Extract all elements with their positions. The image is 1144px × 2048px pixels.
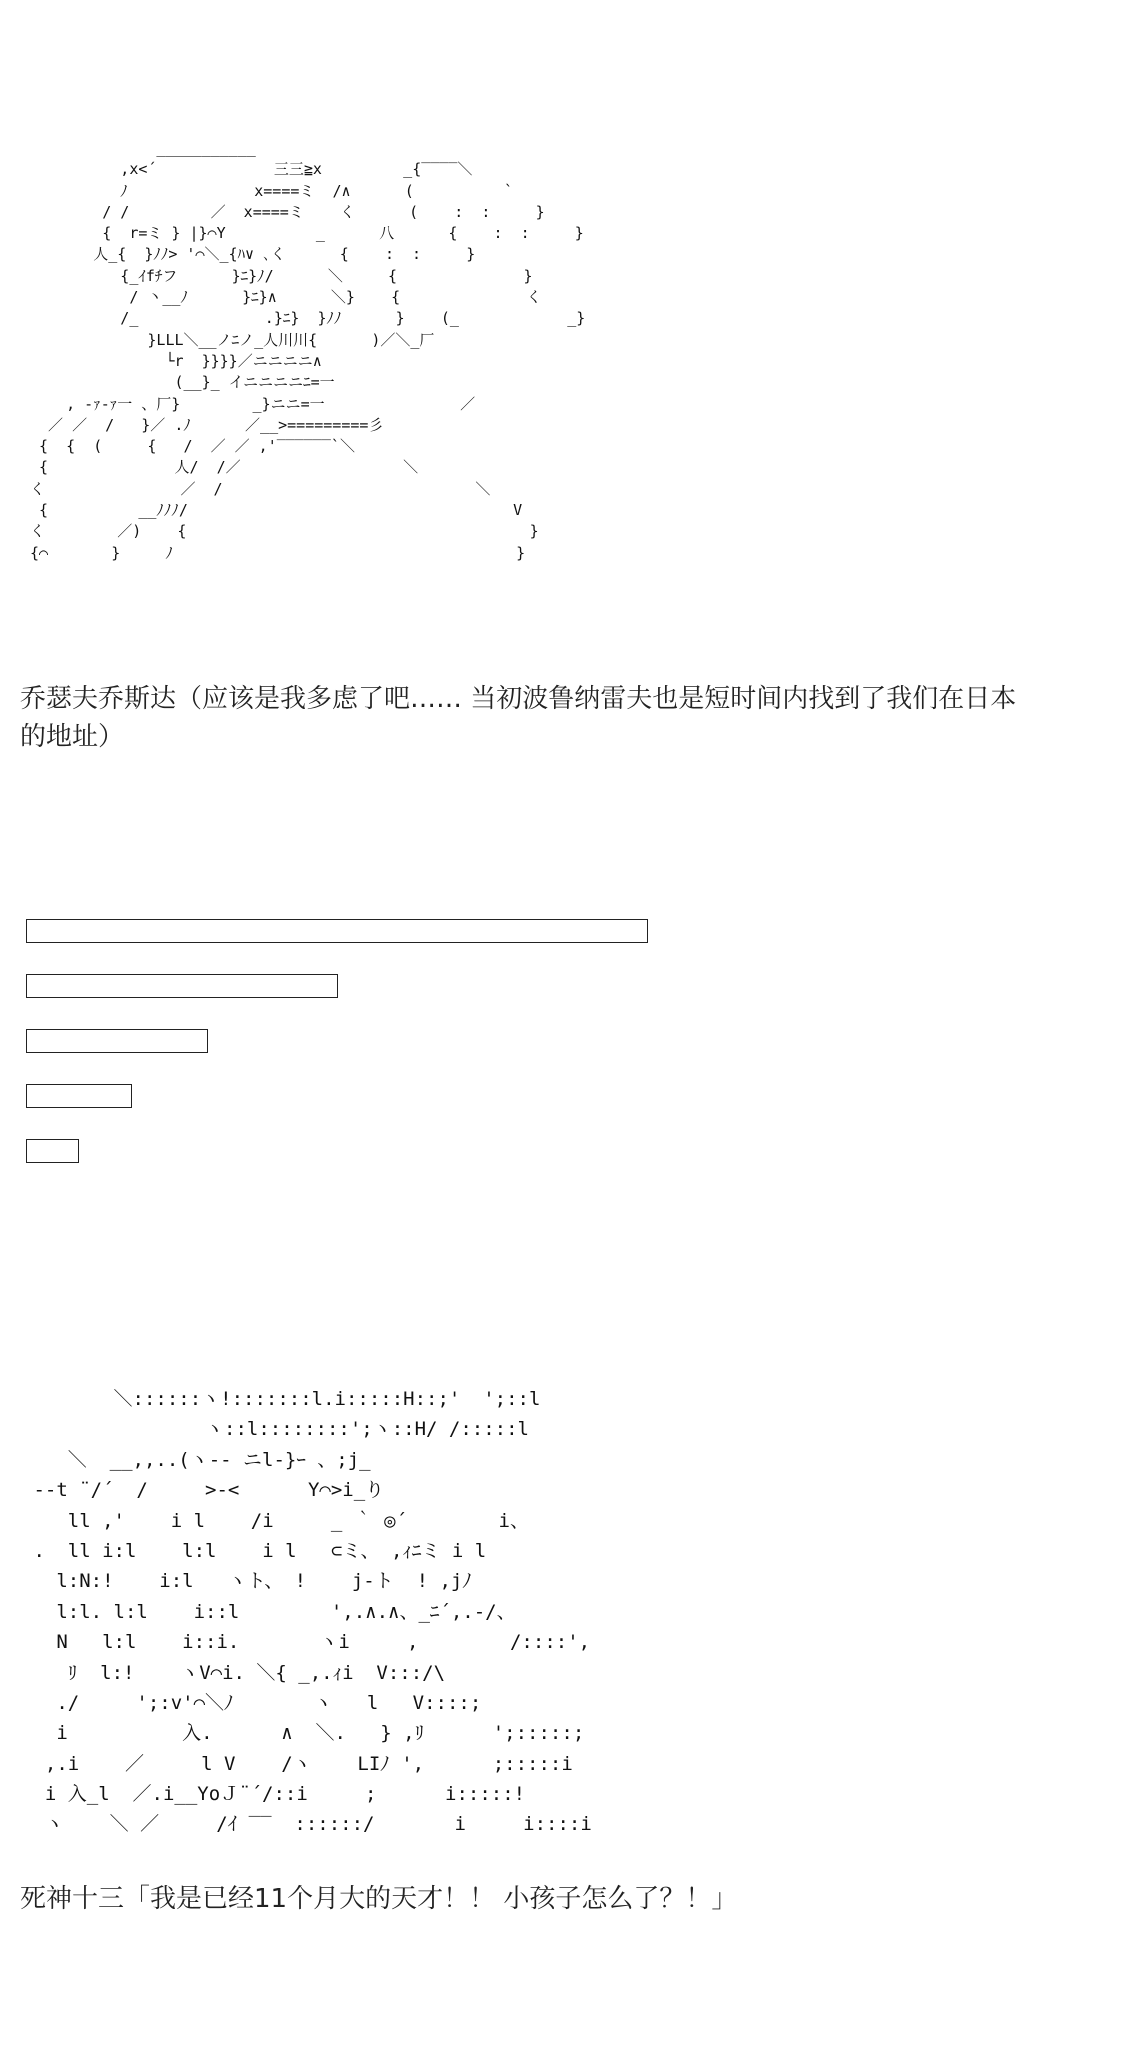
empty-bar-1 (26, 919, 648, 943)
empty-bar-3 (26, 1029, 208, 1053)
empty-bar-5 (26, 1139, 79, 1163)
ascii-art-death-thirteen: ＼::::::ヽ!:::::::l.i:::::H::;' ';::l ヽ::l::::::::';ヽ::H/ /:::::l ＼ __,,..(ヽ-- ニl-}ｰ 、;j_ --t ¨/´ / >-< Y⌒>i_り ll ,' i l /i _ ｀ ◎´ i、 . ll i:l l:l i l ⊂ミ、 ,ｨﾆミ i l l:N:! i:l ヽト、 ! j-ト ! ,jﾉ l:l. l:l i::l ',.∧.∧、_ﾆ´,.-/、 N l:l i::i. ヽi , /::::', ﾘ l:! ヽV⌒i. ＼{ _,.ｨi V:::/\ ./ ';:v'⌒＼ﾉ ヽ l V::::; i 入. ∧ ＼. } ,ﾘ ';:::::; ,.i ／ l V /ヽ LIﾉ ', ;:::::i i 入_l ／.i__YoＪ¨´/::i ; i:::::! ヽ ＼ ／ /ｲ ‾‾ ::::::/ i i::::i (33, 1388, 592, 1836)
empty-bar-2 (26, 974, 338, 998)
ascii-art-joseph: ___________ ,x<´ 三三≧x _{‾‾‾‾＼ ﾉ x====ミ /∧ ( ` / / ／ x====ミ く ( : : } { r=ミ } |}⌒Y _ 八 { : : } 人_{ }ﾉﾉ> '⌒＼_{ﾊ∨ ､く { : : } {_ｲfﾁフ }ﾆ}ﾉ/ ＼ { } / 丶__ﾉ }ﾆ}∧ ＼} { く /_ .}ﾆ} }ﾉﾉ } (_ _} }LLL＼__ノﾆノ_人川川{ )／＼_厂 └r }}}}／ニニニニ∧ (__}_ イニニニニﾆ=一 , -ｧ-ｧ一 、厂} _}ニニ=一 ／ ／ ／ / }／ .ﾉ ／__>=========彡 { { ( { / ／ ／ ,'‾‾‾‾‾‾`＼ { 人/ /／ ＼ く ／ / ＼ { __ﾉﾉﾉ/ V く ／) { } {⌒ } ﾉ } (30, 139, 586, 562)
empty-bar-4 (26, 1084, 132, 1108)
empty-bar-stack (26, 919, 726, 1179)
dialogue-caption-joseph: 乔瑟夫乔斯达（应该是我多虑了吧…… 当初波鲁纳雷夫也是短时间内找到了我们在日本的地址） (20, 684, 1017, 752)
dialogue-caption-death-thirteen: 死神十三「我是已经11个月大的天才！！ 小孩子怎么了？！」 (20, 1884, 738, 1914)
